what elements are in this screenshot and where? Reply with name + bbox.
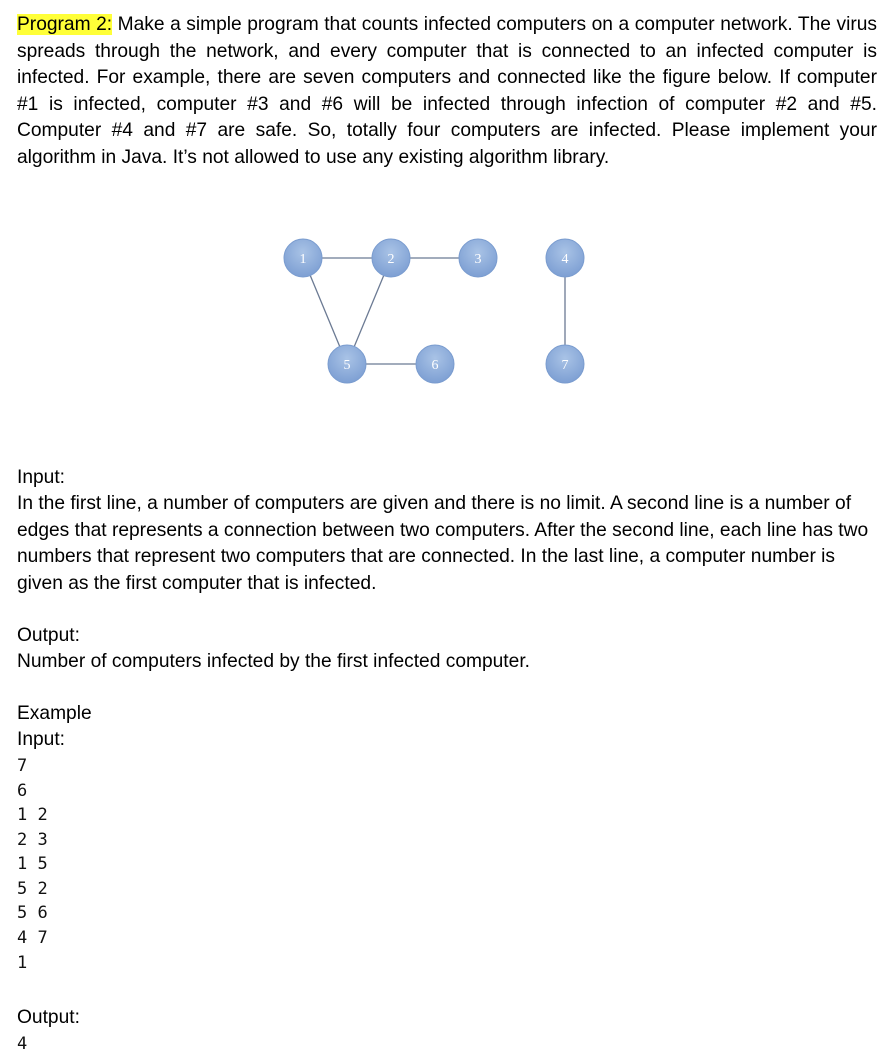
problem-text: Make a simple program that counts infected computers on a computer network. The virus spreads through the network, and every computer that is connected to an infected computer is infected. For example, there are seven computers and connected like the figure below. If computer #1 is infected, computer #3 and #6 will be infected through infection of computer #2 and #5. Computer #4 and #7 are safe. So, totally four computers are infected. Please implement your algorithm in Java. It’s not allowed to use any existing algorithm library. [17, 14, 877, 168]
output-description: Number of computers infected by the first infected computer. [17, 651, 530, 673]
node-label-7: 7 [561, 357, 569, 373]
node-2 [372, 239, 410, 277]
node-7 [546, 345, 584, 383]
node-4 [546, 239, 584, 277]
node-label-2: 2 [387, 251, 395, 267]
problem-statement [17, 12, 877, 172]
node-label-4: 4 [561, 251, 569, 267]
node-6 [416, 345, 454, 383]
example-input-line: 4 7 [17, 928, 48, 949]
example-input-line: 5 6 [17, 903, 48, 924]
example-output-label: Output: [17, 1007, 80, 1029]
program-label: Program 2: [17, 14, 113, 35]
node-5 [328, 345, 366, 383]
example-input-line: 2 3 [17, 829, 48, 850]
example-input-line: 1 [17, 952, 28, 973]
example-input-block [17, 754, 877, 975]
example-heading: Example [17, 702, 92, 724]
document-page [17, 12, 877, 1056]
node-label-6: 6 [431, 357, 439, 373]
node-label-1: 1 [299, 251, 307, 267]
example-input-line: 1 5 [17, 854, 48, 875]
input-description: In the first line, a number of computers are given and there is no limit. A second line is a number of edges that represents a connection between two computers. After the second line, each line has two numbers that represent two computers that are connected. In the last line, a computer number is given as the first computer that is infected. [17, 493, 869, 594]
example-input-line: 6 [17, 780, 28, 801]
example-input-label: Input: [17, 729, 66, 751]
node-3 [459, 239, 497, 277]
example-input-line: 1 2 [17, 805, 48, 826]
output-heading: Output: [17, 624, 80, 646]
node-label-5: 5 [343, 357, 351, 373]
example-output-value: 4 [17, 1033, 28, 1054]
node-label-3: 3 [474, 251, 482, 267]
input-heading: Input: [17, 466, 66, 488]
example-input-line: 7 [17, 755, 28, 776]
network-graph [17, 220, 877, 430]
node-1 [284, 239, 322, 277]
example-input-line: 5 2 [17, 878, 48, 899]
